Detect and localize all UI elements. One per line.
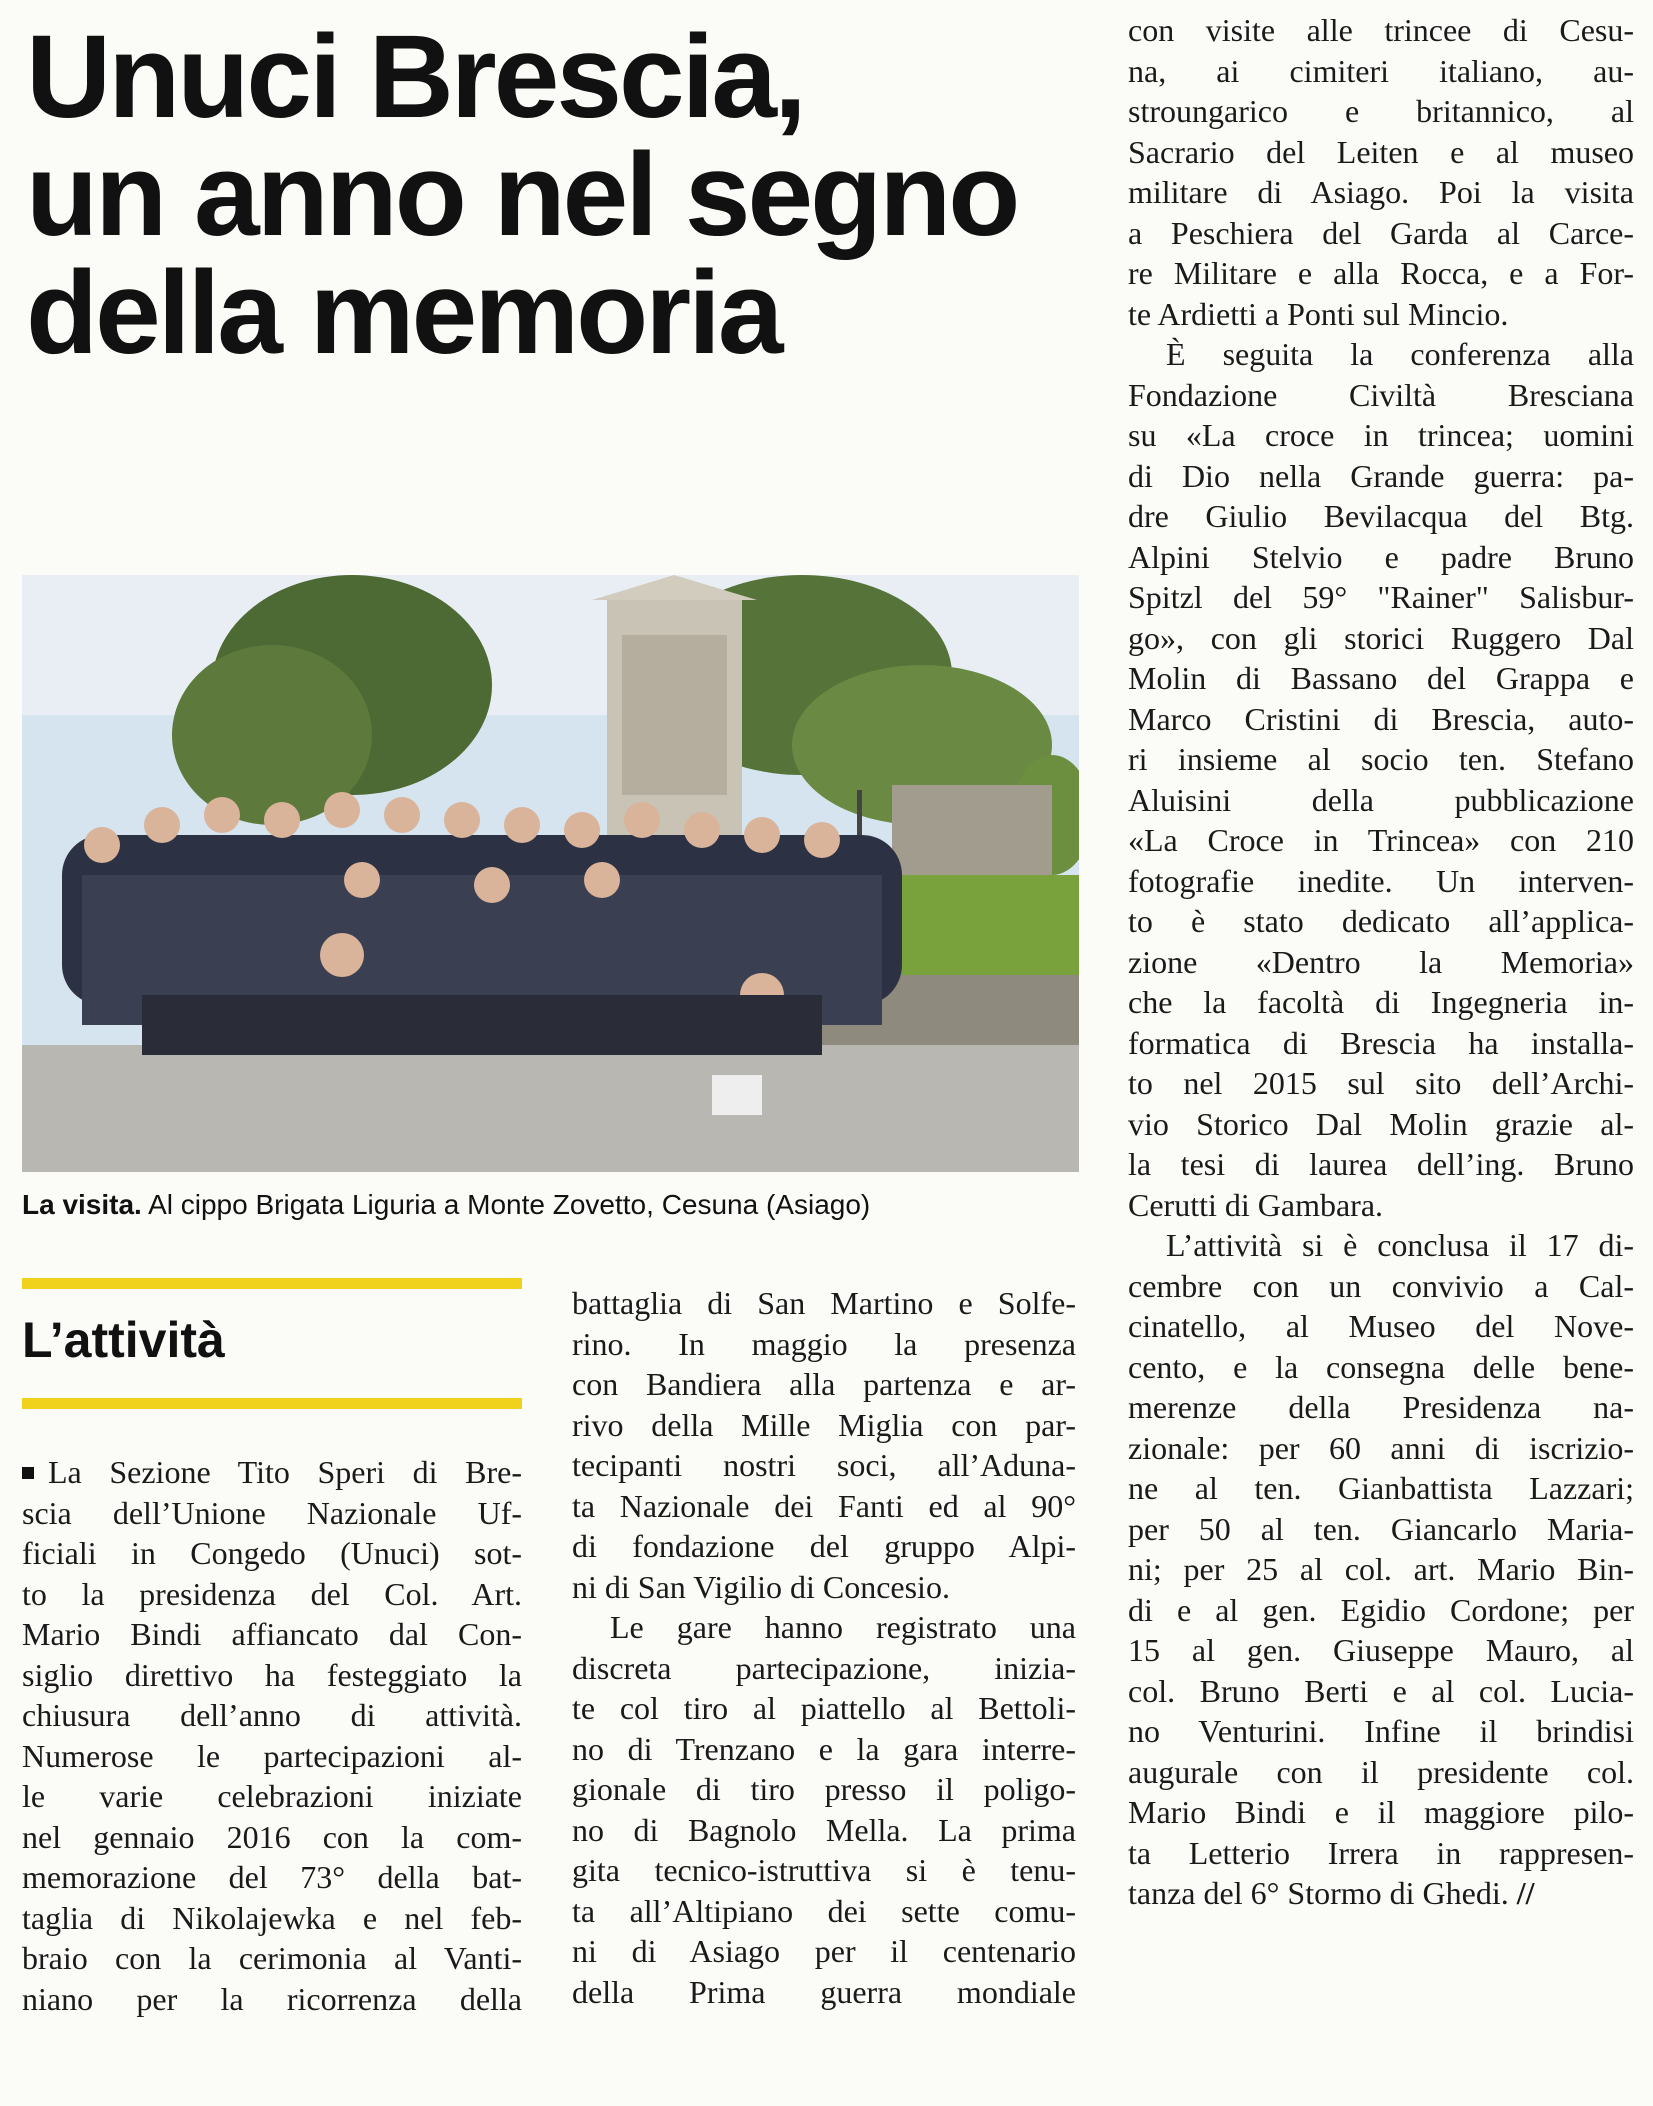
text-line: battaglia di San Martino e Solfe- bbox=[572, 1285, 1076, 1321]
text-line: formatica di Brescia ha installa- bbox=[1128, 1024, 1634, 1061]
article-column-2 bbox=[572, 1283, 1076, 2012]
section-title: L’attività bbox=[22, 1312, 225, 1368]
headline-line-2: un anno nel segno bbox=[26, 129, 1018, 261]
text-line: to nel 2015 sul sito dell’Archi- bbox=[1128, 1065, 1634, 1101]
text-line: della Prima guerra mondiale bbox=[572, 1973, 1076, 2010]
text-line: ta all’Altipiano dei sette comu- bbox=[572, 1892, 1076, 1929]
text-line: rivo della Mille Miglia con par- bbox=[572, 1406, 1076, 1443]
text-line: «La Croce in Trincea» con 210 bbox=[1128, 822, 1634, 858]
text-line: vio Storico Dal Molin grazie al- bbox=[1128, 1105, 1634, 1142]
text-line: stroungarico e britannico, al bbox=[1128, 93, 1634, 129]
text-line: Molin di Bassano del Grappa e bbox=[1128, 660, 1634, 696]
headline bbox=[26, 11, 1086, 379]
text-line: re Militare e alla Rocca, e a For- bbox=[1128, 255, 1634, 291]
text-line: siglio direttivo ha festeggiato la bbox=[22, 1656, 522, 1693]
text-line: tecipanti nostri soci, all’Aduna- bbox=[572, 1447, 1076, 1483]
text-line: militare di Asiago. Poi la visita bbox=[1128, 174, 1634, 210]
text-line: ne al ten. Gianbattista Lazzari; bbox=[1128, 1470, 1634, 1506]
text-line: La Sezione Tito Speri di Bre- bbox=[22, 1452, 522, 1493]
text-line: te col tiro al piattello al Bettoli- bbox=[572, 1690, 1076, 1726]
text-line: go», con gli storici Ruggero Dal bbox=[1128, 619, 1634, 656]
text-line: fotografie inedite. Un interven- bbox=[1128, 862, 1634, 899]
text-line: la tesi di laurea dell’ing. Bruno bbox=[1128, 1146, 1634, 1182]
group-photo-icon bbox=[22, 575, 1079, 1172]
headline-line-3: della memoria bbox=[26, 247, 781, 379]
text-line: merenze della Presidenza na- bbox=[1128, 1389, 1634, 1425]
text-line: ri insieme al socio ten. Stefano bbox=[1128, 741, 1634, 777]
caption-label: La visita. bbox=[22, 1189, 142, 1220]
text-line: È seguita la conferenza alla bbox=[1166, 336, 1634, 372]
group-photo bbox=[22, 575, 1079, 1172]
text-line: Le gare hanno registrato una bbox=[610, 1609, 1076, 1645]
section-bar-top bbox=[22, 1278, 522, 1289]
section-bar-bottom bbox=[22, 1398, 522, 1409]
text-line: discreta partecipazione, inizia- bbox=[572, 1649, 1076, 1686]
end-mark: // bbox=[1516, 1875, 1535, 1911]
text-line: ta Letterio Irrera in rappresen- bbox=[1128, 1834, 1634, 1871]
bullet-icon bbox=[22, 1467, 34, 1479]
text-line: Cerutti di Gambara. bbox=[1128, 1186, 1384, 1223]
text-line: cinatello, al Museo del Nove- bbox=[1128, 1308, 1634, 1344]
text-line: Spitzl del 59° "Rainer" Salisbur- bbox=[1128, 579, 1634, 615]
text-line: scia dell’Unione Nazionale Uf- bbox=[22, 1494, 522, 1531]
text-line: di fondazione del gruppo Alpi- bbox=[572, 1528, 1076, 1564]
text-line: 15 al gen. Giuseppe Mauro, al bbox=[1128, 1632, 1634, 1668]
text-line: chiusura dell’anno di attività. bbox=[22, 1697, 522, 1733]
text-line: con Bandiera alla partenza e ar- bbox=[572, 1366, 1076, 1402]
text-line: no di Bagnolo Mella. La prima bbox=[572, 1811, 1076, 1848]
text-line: cembre con un convivio a Cal- bbox=[1128, 1267, 1634, 1304]
text-line: to è stato dedicato all’applica- bbox=[1128, 903, 1634, 939]
text-line: na, ai cimiteri italiano, au- bbox=[1128, 52, 1634, 89]
text-line: Marco Cristini di Brescia, auto- bbox=[1128, 700, 1634, 737]
text-line: Alpini Stelvio e padre Bruno bbox=[1128, 538, 1634, 575]
text-line: taglia di Nikolajewka e nel feb- bbox=[22, 1899, 522, 1936]
text-line: tanza del 6° Stormo di Ghedi. // bbox=[1128, 1875, 1535, 1911]
headline-line-1: Unuci Brescia, bbox=[26, 11, 804, 143]
text-line: di Dio nella Grande guerra: pa- bbox=[1128, 457, 1634, 494]
text-line: Fondazione Civiltà Bresciana bbox=[1128, 376, 1634, 413]
text-line: memorazione del 73° della bat- bbox=[22, 1859, 522, 1895]
text-line: le varie celebrazioni iniziate bbox=[22, 1778, 522, 1814]
text-line: con visite alle trincee di Cesu- bbox=[1128, 12, 1634, 48]
text-line: augurale con il presidente col. bbox=[1128, 1753, 1634, 1790]
text-line: gionale di tiro presso il poligo- bbox=[572, 1771, 1076, 1807]
caption-text: Al cippo Brigata Liguria a Monte Zovetto, Cesuna (Asiago) bbox=[148, 1189, 871, 1220]
text-line: to la presidenza del Col. Art. bbox=[22, 1575, 522, 1612]
text-line: Numerose le partecipazioni al- bbox=[22, 1737, 522, 1774]
text-line: Aluisini della pubblicazione bbox=[1128, 781, 1634, 818]
text-line: di e al gen. Egidio Cordone; per bbox=[1128, 1591, 1634, 1628]
text-line: zione «Dentro la Memoria» bbox=[1128, 943, 1634, 980]
article-column-3 bbox=[1128, 10, 1634, 1914]
text-line: cento, e la consegna delle bene- bbox=[1128, 1348, 1634, 1385]
text-line: Sacrario del Leiten e al museo bbox=[1128, 133, 1634, 170]
text-line: no Venturini. Infine il brindisi bbox=[1128, 1713, 1634, 1749]
photo-caption bbox=[22, 1187, 1079, 1223]
text-line: ni; per 25 al col. art. Mario Bin- bbox=[1128, 1551, 1634, 1587]
article-column-1 bbox=[22, 1452, 522, 2019]
text-line: te Ardietti a Ponti sul Mincio. bbox=[1128, 295, 1509, 332]
text-line: Mario Bindi affiancato dal Con- bbox=[22, 1616, 522, 1652]
text-line: che la facoltà di Ingegneria in- bbox=[1128, 984, 1634, 1020]
text-line: ta Nazionale dei Fanti ed al 90° bbox=[572, 1487, 1076, 1524]
text-line: per 50 al ten. Giancarlo Maria- bbox=[1128, 1510, 1634, 1547]
text-line: gita tecnico-istruttiva si è tenu- bbox=[572, 1852, 1076, 1888]
text-line: ni di Asiago per il centenario bbox=[572, 1933, 1076, 1969]
text-line: su «La croce in trincea; uomini bbox=[1128, 417, 1634, 453]
text-line: a Peschiera del Garda al Carce- bbox=[1128, 214, 1634, 251]
text-line: dre Giulio Bevilacqua del Btg. bbox=[1128, 498, 1634, 534]
text-line: niano per la ricorrenza della bbox=[22, 1980, 522, 2017]
text-line: no di Trenzano e la gara interre- bbox=[572, 1730, 1076, 1767]
text-line: zionale: per 60 anni di iscrizio- bbox=[1128, 1429, 1634, 1466]
text-line: L’attività si è conclusa il 17 di- bbox=[1166, 1227, 1634, 1263]
text-line: ni di San Vigilio di Concesio. bbox=[572, 1568, 950, 1605]
text-line: Mario Bindi e il maggiore pilo- bbox=[1128, 1794, 1634, 1830]
text-line: col. Bruno Berti e al col. Lucia- bbox=[1128, 1672, 1634, 1709]
text-line: ficiali in Congedo (Unuci) sot- bbox=[22, 1535, 522, 1571]
text-line: nel gennaio 2016 con la com- bbox=[22, 1818, 522, 1855]
text-line: braio con la cerimonia al Vanti- bbox=[22, 1940, 522, 1976]
text-line: rino. In maggio la presenza bbox=[572, 1325, 1076, 1362]
